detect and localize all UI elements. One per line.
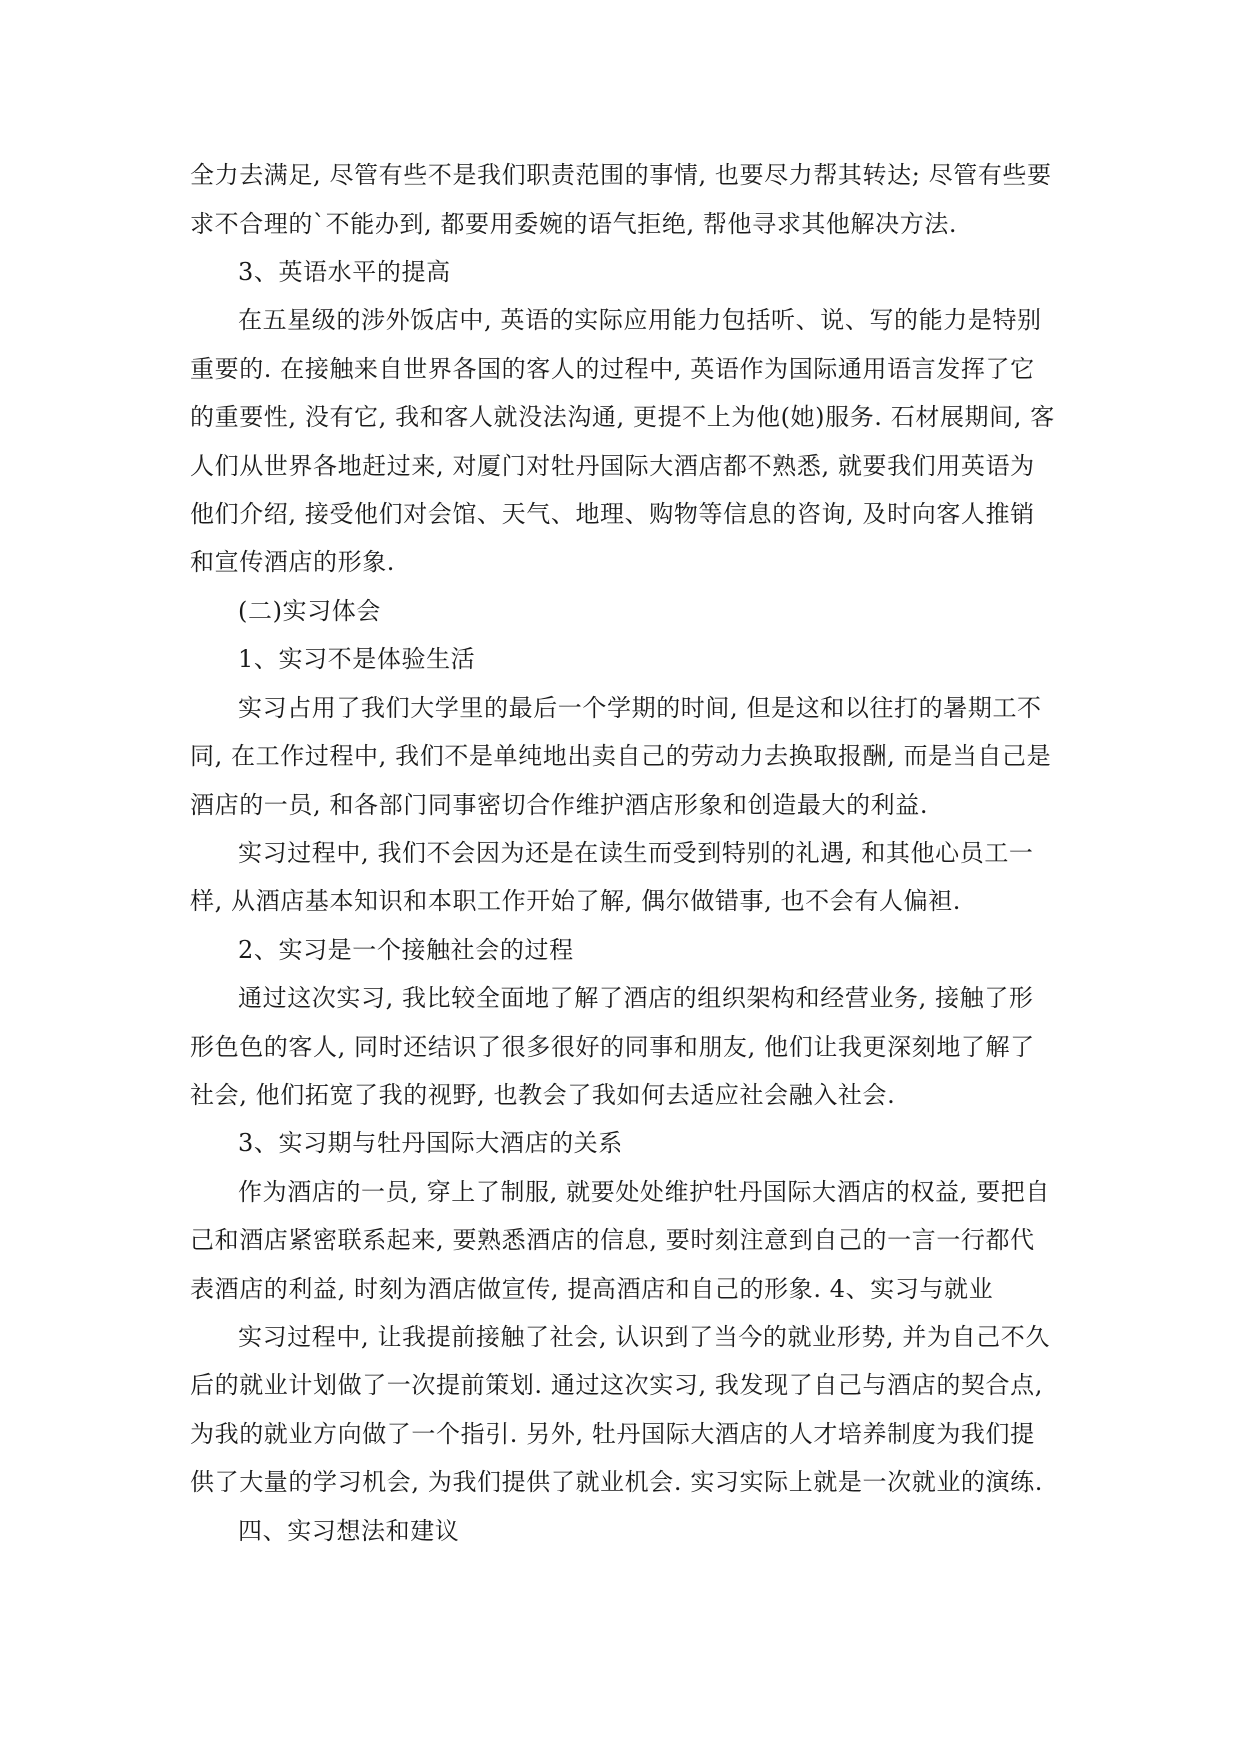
paragraph-line: 求不合理的`不能办到, 都要用委婉的语气拒绝, 帮他寻求其他解决方法. <box>190 210 958 238</box>
paragraph-line: 在五星级的涉外饭店中, 英语的实际应用能力包括听、说、写的能力是特别 <box>238 306 1042 334</box>
section-heading: 1、实习不是体验生活 <box>238 645 476 673</box>
paragraph-line: 实习过程中, 我们不会因为还是在读生而受到特别的礼遇, 和其他心员工一 <box>238 839 1034 867</box>
paragraph-line: 己和酒店紧密联系起来, 要熟悉酒店的信息, 要时刻注意到自己的一言一行都代 <box>190 1226 1035 1254</box>
paragraph-line: 他们介绍, 接受他们对会馆、天气、地理、购物等信息的咨询, 及时向客人推销 <box>190 500 1035 528</box>
paragraph-line: 酒店的一员, 和各部门同事密切合作维护酒店形象和创造最大的利益. <box>190 791 929 819</box>
paragraph-line: 社会, 他们拓宽了我的视野, 也教会了我如何去适应社会融入社会. <box>190 1081 896 1109</box>
paragraph-line: 形色色的客人, 同时还结识了很多很好的同事和朋友, 他们让我更深刻地了解了 <box>190 1033 1035 1061</box>
paragraph-line: 人们从世界各地赶过来, 对厦门对牡丹国际大酒店都不熟悉, 就要我们用英语为 <box>190 452 1035 480</box>
paragraph-line: 全力去满足, 尽管有些不是我们职责范围的事情, 也要尽力帮其转达; 尽管有些要 <box>190 161 1052 189</box>
paragraph-line: 实习过程中, 让我提前接触了社会, 认识到了当今的就业形势, 并为自己不久 <box>238 1323 1050 1351</box>
section-heading: 2、实习是一个接触社会的过程 <box>238 936 574 964</box>
paragraph-line: 为我的就业方向做了一个指引. 另外, 牡丹国际大酒店的人才培养制度为我们提 <box>190 1420 1035 1448</box>
paragraph-line: 样, 从酒店基本知识和本职工作开始了解, 偶尔做错事, 也不会有人偏袒. <box>190 887 961 915</box>
paragraph-line: 通过这次实习, 我比较全面地了解了酒店的组织架构和经营业务, 接触了形 <box>238 984 1034 1012</box>
paragraph-line: 和宣传酒店的形象. <box>190 548 396 576</box>
paragraph-line: 作为酒店的一员, 穿上了制服, 就要处处维护牡丹国际大酒店的权益, 要把自 <box>238 1178 1050 1206</box>
section-heading: (二)实习体会 <box>238 597 381 625</box>
paragraph-line: 的重要性, 没有它, 我和客人就没法沟通, 更提不上为他(她)服务. 石材展期间, 客 <box>190 403 1055 431</box>
paragraph-line: 同, 在工作过程中, 我们不是单纯地出卖自己的劳动力去换取报酬, 而是当自己是 <box>190 742 1052 770</box>
section-heading: 3、实习期与牡丹国际大酒店的关系 <box>238 1129 623 1157</box>
paragraph-line: 实习占用了我们大学里的最后一个学期的时间, 但是这和以往打的暑期工不 <box>238 694 1042 722</box>
paragraph-line: 供了大量的学习机会, 为我们提供了就业机会. 实习实际上就是一次就业的演练. <box>190 1468 1043 1496</box>
section-heading: 3、英语水平的提高 <box>238 258 451 286</box>
paragraph-line: 重要的. 在接触来自世界各国的客人的过程中, 英语作为国际通用语言发挥了它 <box>190 355 1035 383</box>
section-heading: 四、实习想法和建议 <box>238 1517 460 1545</box>
paragraph-line: 表酒店的利益, 时刻为酒店做宣传, 提高酒店和自己的形象. 4、实习与就业 <box>190 1275 994 1303</box>
paragraph-line: 后的就业计划做了一次提前策划. 通过这次实习, 我发现了自己与酒店的契合点, <box>190 1371 1043 1399</box>
